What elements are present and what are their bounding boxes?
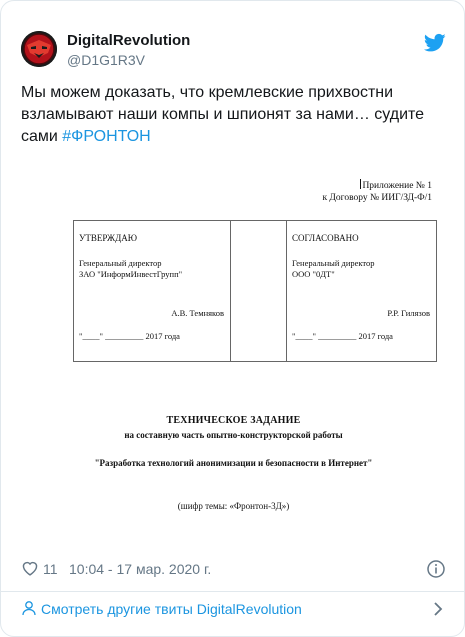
avatar[interactable] (21, 31, 57, 67)
agree-signer: Р.Р. Гилязов (387, 308, 430, 318)
approval-cell-right (287, 221, 436, 361)
like-count[interactable]: 11 (43, 561, 58, 577)
author-display-name[interactable]: DigitalRevolution (67, 32, 191, 49)
document-appendix-note (322, 179, 432, 204)
agree-role: Генеральный директор (292, 258, 375, 268)
approve-org: ЗАО "ИнформИнвестГрупп" (79, 269, 183, 279)
appendix-line-1: Приложение № 1 (362, 181, 432, 191)
appendix-line-2: к Договору № ИИГ/ЗД-Ф/1 (322, 193, 432, 203)
attached-document-image[interactable] (15, 153, 452, 538)
agree-org: ООО "0ДТ" (292, 269, 335, 279)
tweet-header (21, 23, 446, 73)
more-tweets-label[interactable]: Смотреть другие твиты DigitalRevolution (41, 601, 302, 617)
document-subtitle: на составную часть опытно-конструкторской работы (124, 430, 343, 440)
info-icon[interactable] (426, 559, 446, 579)
tweet-body: Мы можем доказать, что кремлевские прихвостни взламывают наши компы и шпионят за нами… судите сами (21, 84, 425, 145)
document-work-name: "Разработка технологий анонимизации и безопасности в Интернет" (94, 458, 373, 468)
tweet-meta-row (21, 557, 446, 581)
divider (1, 591, 464, 592)
agree-heading: СОГЛАСОВАНО (292, 233, 359, 243)
approve-signer: А.В. Темняков (171, 308, 224, 318)
chevron-right-icon[interactable] (432, 601, 444, 617)
heart-icon[interactable] (21, 560, 39, 576)
document-title: ТЕХНИЧЕСКОЕ ЗАДАНИЕ (166, 415, 301, 426)
approve-heading: УТВЕРЖДАЮ (79, 233, 138, 243)
approve-role: Генеральный директор (79, 258, 162, 268)
document-cipher: (шифр темы: «Фронтон-3Д») (177, 501, 290, 511)
person-icon (21, 600, 37, 616)
approval-cell-left (74, 221, 231, 361)
tweet-timestamp[interactable]: 10:04 - 17 мар. 2020 г. (69, 561, 212, 577)
approve-date: "____" _________ 2017 года (79, 331, 180, 341)
tweet-text (21, 82, 446, 148)
author-handle[interactable]: @D1G1R3V (67, 52, 146, 68)
red-mask-logo-icon (21, 31, 57, 67)
hashtag-link[interactable]: #ФРОНТОН (62, 128, 151, 145)
approval-table (73, 220, 437, 362)
agree-date: "____" _________ 2017 года (292, 331, 393, 341)
more-tweets-link[interactable] (21, 599, 446, 619)
twitter-bird-icon[interactable] (424, 33, 446, 53)
author-names[interactable] (67, 31, 190, 69)
approval-cell-middle (231, 221, 287, 361)
